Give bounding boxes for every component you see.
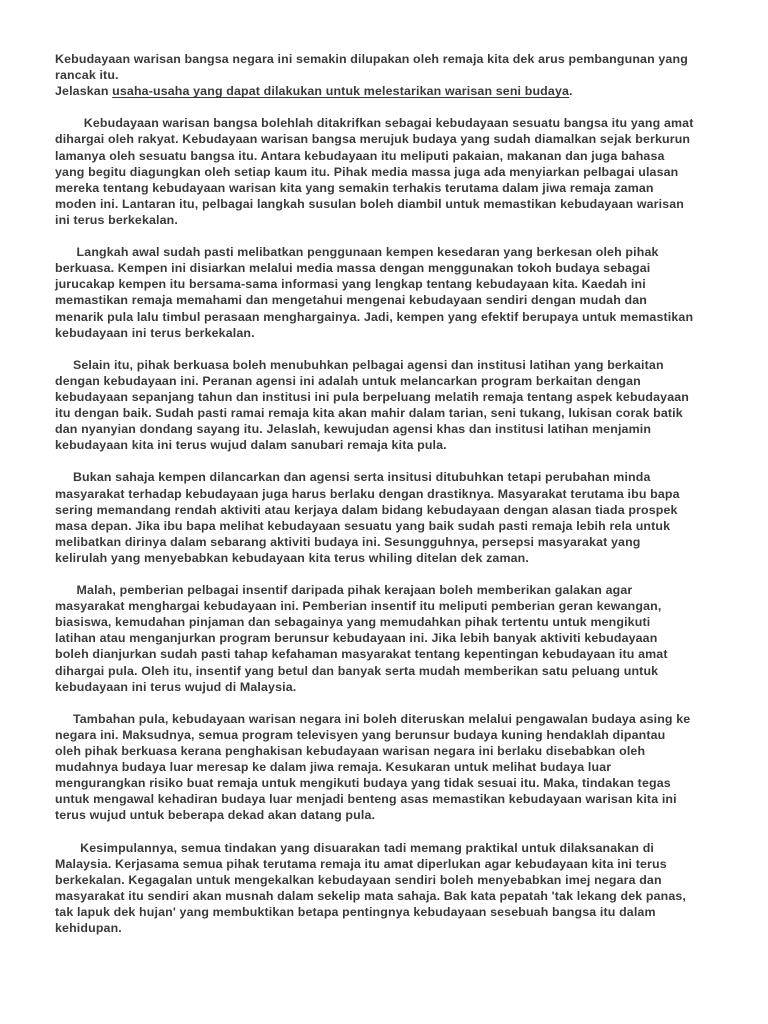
instruction-suffix: . bbox=[569, 84, 573, 99]
paragraph-line: sering memandang rendah aktiviti atau kerjaya dalam bidang kebudayaan dengan alasan tiada prospek bbox=[55, 502, 678, 517]
paragraph-line: mudahnya budaya luar meresap ke dalam jiwa remaja. Kesukaran untuk melihat budaya luar bbox=[55, 760, 612, 775]
paragraph-introduction bbox=[55, 115, 715, 228]
paragraph-line: Bukan sahaja kempen dilancarkan dan agensi serta insitusi ditubuhkan tetapi perubahan minda bbox=[55, 470, 651, 485]
paragraph-line: kelirulah yang menyebabkan kebudayaan kita terus whiling ditelan dek zaman. bbox=[55, 550, 529, 565]
paragraph-line: yang begitu diagungkan oleh setiap kaum itu. Pihak media massa juga ada menyiarkan pelbagai ulasan bbox=[55, 164, 679, 179]
paragraph-line: itu dengan baik. Sudah pasti ramai remaja kita akan mahir dalam tarian, seni tukang, lukisan corak batik bbox=[55, 406, 683, 421]
paragraph-line: biasiswa, kemudahan pinjaman dan sebagainya yang memudahkan pihak tertentu untuk mengikuti bbox=[55, 615, 651, 630]
paragraph-line: masa depan. Jika ibu bapa melihat kebudayaan sesuatu yang baik sudah pasti remaja lebih rela untuk bbox=[55, 518, 671, 533]
instruction-underlined-topic: usaha-usaha yang dapat dilakukan untuk melestarikan warisan seni budaya bbox=[112, 84, 570, 99]
paragraph-line: masyarakat itu sendiri akan musnah dalam sekelip mata sahaja. Bak kata pepatah 'tak lekang dek panas, bbox=[55, 888, 687, 903]
paragraph-line: Langkah awal sudah pasti melibatkan penggunaan kempen kesedaran yang berkesan oleh pihak bbox=[55, 245, 659, 260]
paragraph-line: negara ini. Maksudnya, semua program televisyen yang berunsur budaya kuning hendaklah dipantau bbox=[55, 727, 666, 742]
paragraph-line: boleh dianjurkan sudah pasti tahap kefahaman masyarakat tentang kepentingan kebudayaan itu amat bbox=[55, 647, 668, 662]
paragraph-line: dihargai pula. Oleh itu, insentif yang betul dan banyak serta mudah memberikan satu peluang untuk bbox=[55, 663, 659, 678]
paragraph-line: latihan atau menganjurkan program berunsur kebudayaan ini. Jika lebih banyak aktiviti kebudayaan bbox=[55, 631, 658, 646]
question-line-2: rancak itu. bbox=[55, 68, 119, 83]
paragraph-line: ini terus berkekalan. bbox=[55, 212, 178, 227]
paragraph-line: berkekalan. Kegagalan untuk mengekalkan kebudayaan sendiri boleh menyebabkan imej negara dan bbox=[55, 872, 662, 887]
paragraph-point-agencies bbox=[55, 357, 715, 454]
question-instruction bbox=[55, 83, 715, 99]
paragraph-line: lamanya oleh sesuatu bangsa itu. Antara kebudayaan itu meliputi pakaian, makanan dan juga bahasa bbox=[55, 148, 665, 163]
paragraph-conclusion bbox=[55, 840, 715, 937]
paragraph-line: Malaysia. Kerjasama semua pihak terutama remaja itu amat diperlukan agar kebudayaan kita ini terus bbox=[55, 856, 667, 871]
paragraph-point-foreign-culture bbox=[55, 711, 715, 824]
paragraph-point-campaign bbox=[55, 244, 715, 341]
paragraph-line: mengurangkan risiko buat remaja untuk mengikuti budaya yang tidak sesuai itu. Maka, tindakan tegas bbox=[55, 776, 671, 791]
paragraph-line: oleh pihak berkuasa kerana penghakisan kebudayaan warisan negara ini berlaku disebabkan oleh bbox=[55, 744, 646, 759]
instruction-prefix: Jelaskan bbox=[55, 84, 113, 99]
paragraph-line: memastikan remaja memahami dan mengetahui mengenai kebudayaan sendiri dengan mudah dan bbox=[55, 293, 647, 308]
paragraph-line: Tambahan pula, kebudayaan warisan negara ini boleh diteruskan melalui pengawalan budaya asing ke bbox=[55, 711, 691, 726]
paragraph-line: Kesimpulannya, semua tindakan yang disuarakan tadi memang praktikal untuk dilaksanakan di bbox=[55, 840, 655, 855]
question-line-1: Kebudayaan warisan bangsa negara ini semakin dilupakan oleh remaja kita dek arus pembangunan yang bbox=[55, 52, 688, 66]
question-block bbox=[55, 51, 715, 99]
paragraph-line: terus wujud untuk beberapa dekad akan datang pula. bbox=[55, 808, 376, 823]
paragraph-line: untuk mengawal kehadiran budaya luar menjadi benteng asas memastikan kebudayaan warisan kita ini bbox=[55, 792, 677, 807]
paragraph-line: kebudayaan ini terus wujud di Malaysia. bbox=[55, 679, 297, 694]
paragraph-line: jurucakap kempen itu bersama-sama informasi yang lengkap tentang kebudayaan kita. Kaedah ini bbox=[55, 277, 646, 292]
paragraph-line: berkuasa. Kempen ini disiarkan melalui media massa dengan menggunakan tokoh budaya sebagai bbox=[55, 261, 651, 276]
paragraph-line: Kebudayaan warisan bangsa bolehlah ditakrifkan sebagai kebudayaan sesuatu bangsa itu yang amat bbox=[55, 116, 694, 131]
essay-document bbox=[55, 51, 715, 936]
paragraph-line: melibatkan dirinya dalam sebarang aktiviti budaya ini. Sesungguhnya, persepsi masyarakat yang bbox=[55, 534, 641, 549]
paragraph-line: tak lapuk dek hujan' yang membuktikan betapa pentingnya kebudayaan sesebuah bangsa itu dalam bbox=[55, 904, 656, 919]
paragraph-point-mindset bbox=[55, 469, 715, 566]
paragraph-line: kebudayaan kita ini terus wujud dalam sanubari remaja kita pula. bbox=[55, 438, 447, 453]
paragraph-line: masyarakat menghargai kebudayaan ini. Pemberian insentif itu meliputi pemberian geran kewangan, bbox=[55, 599, 662, 614]
paragraph-line: moden ini. Lantaran itu, pelbagai langkah susulan boleh diambil untuk memastikan kebudayaan warisan bbox=[55, 196, 685, 211]
essay-body bbox=[55, 115, 715, 936]
paragraph-line: kebudayaan ini terus berkekalan. bbox=[55, 325, 255, 340]
paragraph-line: dihargai oleh rakyat. Kebudayaan warisan bangsa merujuk budaya yang sudah diamalkan sejak berkurun bbox=[55, 132, 691, 147]
paragraph-line: masyarakat terhadap kebudayaan juga harus berlaku dengan drastiknya. Masyarakat terutama ibu bapa bbox=[55, 486, 680, 501]
paragraph-line: Malah, pemberian pelbagai insentif daripada pihak kerajaan boleh memberikan galakan agar bbox=[55, 583, 633, 598]
paragraph-line: dengan kebudayaan ini. Peranan agensi ini adalah untuk melancarkan program berkaitan dengan bbox=[55, 373, 641, 388]
paragraph-line: dan nyanyian dondang sayang itu. Jelaslah, kewujudan agensi khas dan institusi latihan menjamin bbox=[55, 422, 652, 437]
paragraph-point-incentives bbox=[55, 582, 715, 695]
paragraph-line: menarik pula lalu timbul perasaan menghargainya. Jadi, kempen yang efektif berupaya untuk memastikan bbox=[55, 309, 694, 324]
paragraph-line: Selain itu, pihak berkuasa boleh menubuhkan pelbagai agensi dan institusi latihan yang berkaitan bbox=[55, 357, 664, 372]
paragraph-line: mereka tentang kebudayaan warisan kita yang semakin terhakis terutama dalam jiwa remaja zaman bbox=[55, 180, 654, 195]
paragraph-line: kebudayaan sepanjang tahun dan institusi ini pula berpeluang melatih remaja tentang aspek kebudayaan bbox=[55, 389, 689, 404]
paragraph-line: kehidupan. bbox=[55, 921, 122, 936]
